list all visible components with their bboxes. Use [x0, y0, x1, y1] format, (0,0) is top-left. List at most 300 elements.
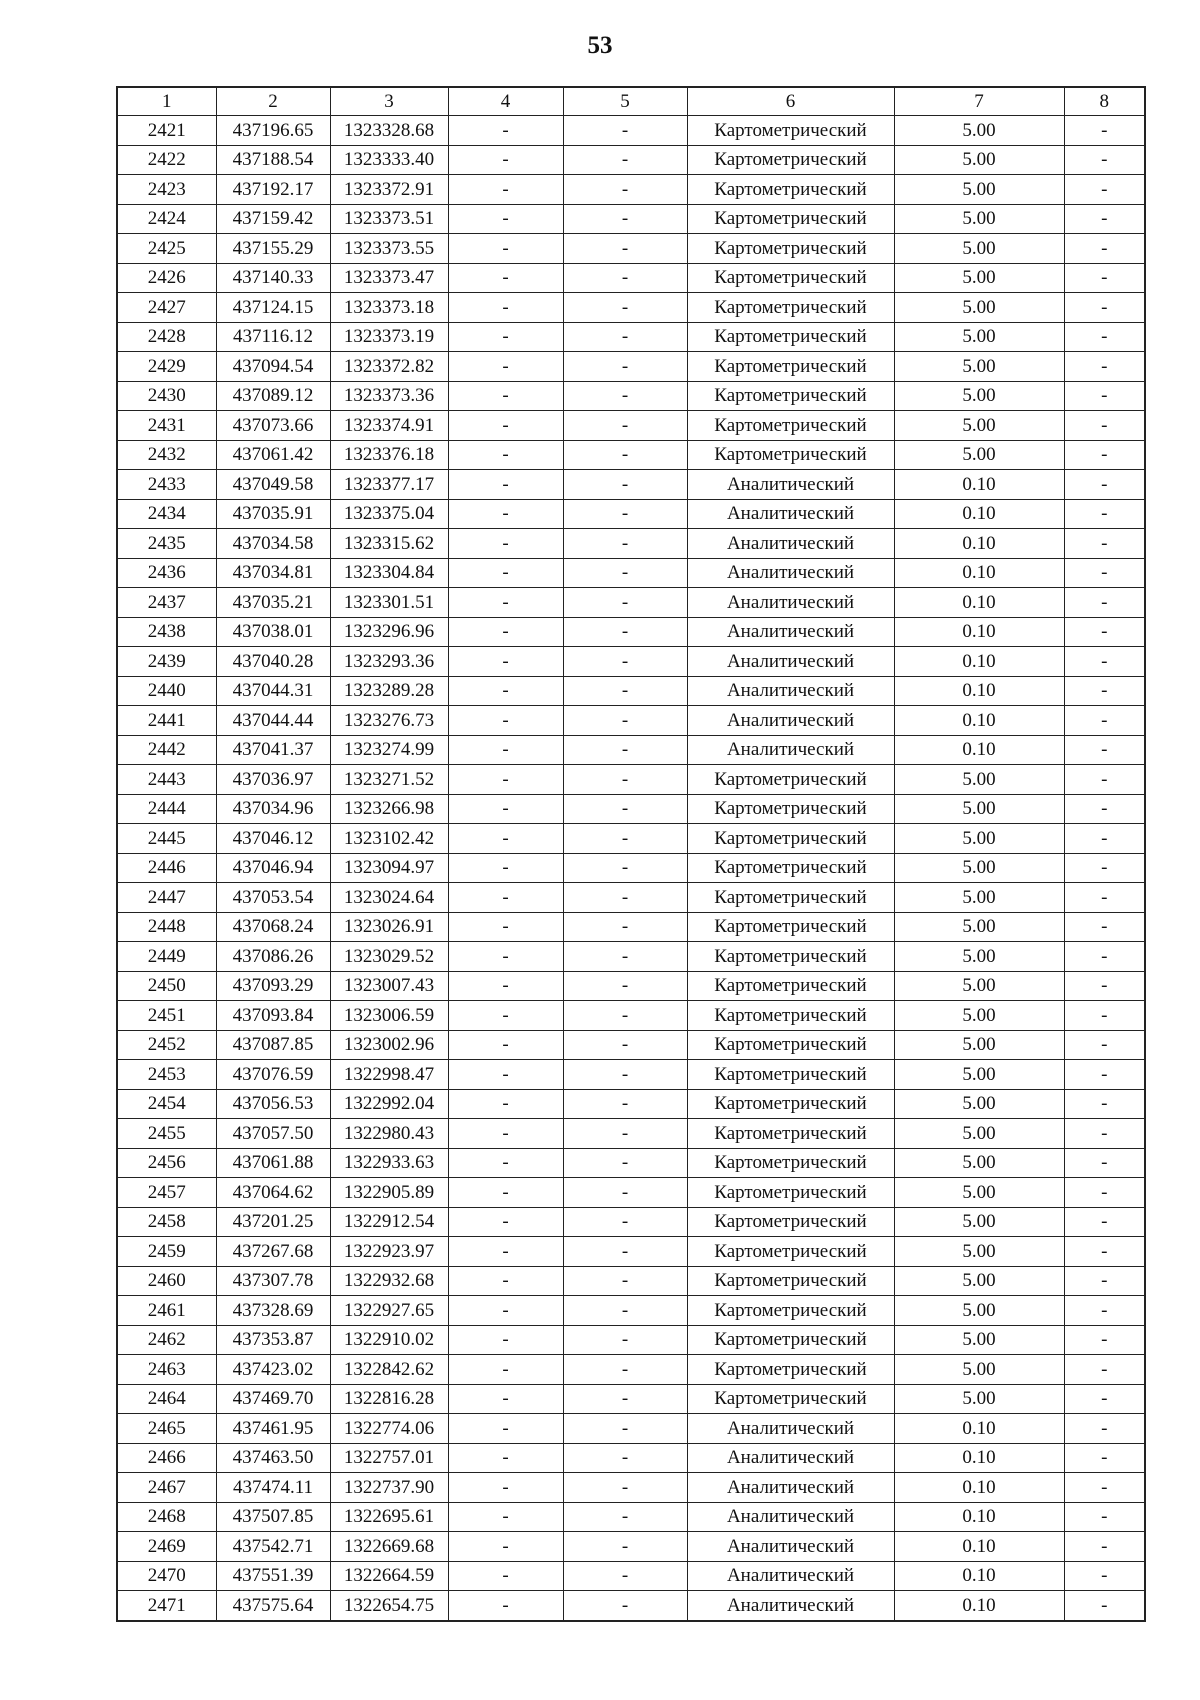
page-number: 53 — [587, 32, 613, 59]
table-row — [117, 1089, 1145, 1119]
table-row — [117, 499, 1145, 529]
table-cell: - — [563, 1207, 687, 1237]
table-cell: - — [563, 352, 687, 382]
table-cell: Картометрический — [687, 440, 894, 470]
table-cell: - — [1064, 293, 1145, 323]
table-row — [117, 794, 1145, 824]
table-cell: - — [1064, 1237, 1145, 1267]
table-cell: 437068.24 — [216, 912, 330, 942]
table-cell: 437053.54 — [216, 883, 330, 913]
table-cell: - — [448, 1384, 563, 1414]
table-cell: - — [563, 883, 687, 913]
table-cell: 2467 — [117, 1473, 216, 1503]
table-cell: - — [1064, 234, 1145, 264]
table-cell: Картометрический — [687, 145, 894, 175]
table-cell: - — [448, 1030, 563, 1060]
table-cell: 5.00 — [894, 440, 1064, 470]
table-cell: 2468 — [117, 1502, 216, 1532]
table-cell: 2425 — [117, 234, 216, 264]
table-header-row — [117, 87, 1145, 116]
table-cell: 1322816.28 — [330, 1384, 448, 1414]
table-cell: - — [563, 1030, 687, 1060]
table-cell: 2426 — [117, 263, 216, 293]
coordinates-table — [116, 86, 1146, 1622]
table-cell: Аналитический — [687, 1443, 894, 1473]
table-cell: 1323315.62 — [330, 529, 448, 559]
table-cell: - — [448, 942, 563, 972]
table-cell: Картометрический — [687, 1148, 894, 1178]
table-cell: 437064.62 — [216, 1178, 330, 1208]
table-cell: 1323301.51 — [330, 588, 448, 618]
table-cell: 0.10 — [894, 1591, 1064, 1621]
table-cell: 2430 — [117, 381, 216, 411]
table-cell: Картометрический — [687, 381, 894, 411]
table-cell: 1323102.42 — [330, 824, 448, 854]
table-cell: Картометрический — [687, 352, 894, 382]
table-cell: 2428 — [117, 322, 216, 352]
table-cell: - — [563, 470, 687, 500]
table-cell: 437155.29 — [216, 234, 330, 264]
table-cell: - — [448, 1089, 563, 1119]
table-cell: 437086.26 — [216, 942, 330, 972]
table-cell: 5.00 — [894, 234, 1064, 264]
table-cell: - — [448, 145, 563, 175]
table-cell: 1323296.96 — [330, 617, 448, 647]
table-cell: - — [563, 1266, 687, 1296]
table-cell: 2439 — [117, 647, 216, 677]
table-row — [117, 853, 1145, 883]
table-cell: - — [563, 676, 687, 706]
table-cell: 437049.58 — [216, 470, 330, 500]
table-cell: 2450 — [117, 971, 216, 1001]
table-cell: 1323373.19 — [330, 322, 448, 352]
table-cell: - — [448, 1178, 563, 1208]
table-cell: Картометрический — [687, 1089, 894, 1119]
table-cell: 5.00 — [894, 912, 1064, 942]
table-cell: - — [563, 145, 687, 175]
table-cell: 0.10 — [894, 706, 1064, 736]
table-cell: 5.00 — [894, 1089, 1064, 1119]
table-cell: 437328.69 — [216, 1296, 330, 1326]
table-cell: 2448 — [117, 912, 216, 942]
table-cell: 437035.21 — [216, 588, 330, 618]
table-cell: 2464 — [117, 1384, 216, 1414]
table-cell: Аналитический — [687, 499, 894, 529]
table-row — [117, 175, 1145, 205]
table-cell: 437076.59 — [216, 1060, 330, 1090]
table-cell: Картометрический — [687, 1030, 894, 1060]
table-cell: 1323373.18 — [330, 293, 448, 323]
table-cell: - — [1064, 1207, 1145, 1237]
table-cell: 5.00 — [894, 1237, 1064, 1267]
table-cell: 2427 — [117, 293, 216, 323]
table-cell: - — [1064, 1296, 1145, 1326]
table-cell: 5.00 — [894, 1119, 1064, 1149]
table-cell: - — [1064, 499, 1145, 529]
table-cell: Картометрический — [687, 853, 894, 883]
column-header: 5 — [563, 87, 687, 116]
table-cell: - — [448, 794, 563, 824]
table-cell: 5.00 — [894, 1030, 1064, 1060]
table-cell: - — [1064, 853, 1145, 883]
table-cell: - — [563, 440, 687, 470]
table-row — [117, 1237, 1145, 1267]
table-cell: 5.00 — [894, 971, 1064, 1001]
table-row — [117, 883, 1145, 913]
table-row — [117, 381, 1145, 411]
table-cell: - — [563, 1561, 687, 1591]
table-cell: 1322654.75 — [330, 1591, 448, 1621]
table-cell: 437034.81 — [216, 558, 330, 588]
table-cell: 437073.66 — [216, 411, 330, 441]
table-cell: - — [448, 647, 563, 677]
table-cell: 437093.84 — [216, 1001, 330, 1031]
table-cell: 2431 — [117, 411, 216, 441]
table-cell: 437035.91 — [216, 499, 330, 529]
table-cell: - — [1064, 1148, 1145, 1178]
table-cell: 1322992.04 — [330, 1089, 448, 1119]
table-cell: 0.10 — [894, 470, 1064, 500]
table-cell: 437474.11 — [216, 1473, 330, 1503]
column-header: 4 — [448, 87, 563, 116]
table-cell: Аналитический — [687, 1591, 894, 1621]
table-cell: Картометрический — [687, 234, 894, 264]
table-cell: 1323006.59 — [330, 1001, 448, 1031]
table-cell: 2434 — [117, 499, 216, 529]
table-cell: 5.00 — [894, 175, 1064, 205]
table-cell: 2421 — [117, 116, 216, 146]
table-cell: - — [563, 942, 687, 972]
table-cell: 2463 — [117, 1355, 216, 1385]
table-row — [117, 145, 1145, 175]
table-cell: 2457 — [117, 1178, 216, 1208]
table-cell: - — [1064, 381, 1145, 411]
table-cell: 1323374.91 — [330, 411, 448, 441]
table-cell: - — [1064, 794, 1145, 824]
table-cell: 437423.02 — [216, 1355, 330, 1385]
table-cell: - — [563, 116, 687, 146]
table-cell: - — [448, 853, 563, 883]
table-cell: - — [448, 293, 563, 323]
table-cell: 5.00 — [894, 1296, 1064, 1326]
table-cell: 437507.85 — [216, 1502, 330, 1532]
table-cell: - — [563, 647, 687, 677]
table-cell: 5.00 — [894, 824, 1064, 854]
table-cell: 2443 — [117, 765, 216, 795]
table-row — [117, 1591, 1145, 1621]
table-row — [117, 1060, 1145, 1090]
table-cell: 2433 — [117, 470, 216, 500]
table-cell: 437044.44 — [216, 706, 330, 736]
table-cell: - — [563, 175, 687, 205]
table-cell: 1323377.17 — [330, 470, 448, 500]
table-row — [117, 440, 1145, 470]
table-cell: - — [448, 883, 563, 913]
table-cell: - — [448, 765, 563, 795]
table-cell: 0.10 — [894, 1443, 1064, 1473]
table-row — [117, 1148, 1145, 1178]
table-cell: 0.10 — [894, 676, 1064, 706]
table-cell: - — [563, 1443, 687, 1473]
table-cell: - — [448, 1060, 563, 1090]
table-row — [117, 1384, 1145, 1414]
table-cell: - — [563, 1148, 687, 1178]
table-cell: 1323289.28 — [330, 676, 448, 706]
table-cell: 437061.42 — [216, 440, 330, 470]
table-cell: - — [1064, 352, 1145, 382]
table-cell: Аналитический — [687, 676, 894, 706]
column-header: 1 — [117, 87, 216, 116]
table-cell: 437196.65 — [216, 116, 330, 146]
table-cell: 1323304.84 — [330, 558, 448, 588]
table-cell: - — [448, 1355, 563, 1385]
table-row — [117, 116, 1145, 146]
table-row — [117, 647, 1145, 677]
table-cell: 1322905.89 — [330, 1178, 448, 1208]
table-cell: 437542.71 — [216, 1532, 330, 1562]
table-cell: 5.00 — [894, 1178, 1064, 1208]
table-cell: - — [563, 263, 687, 293]
table-cell: 0.10 — [894, 1561, 1064, 1591]
table-cell: Картометрический — [687, 1296, 894, 1326]
table-row — [117, 1561, 1145, 1591]
table-cell: - — [1064, 647, 1145, 677]
table-cell: 437034.58 — [216, 529, 330, 559]
table-cell: - — [1064, 411, 1145, 441]
table-cell: - — [563, 706, 687, 736]
table-cell: - — [1064, 1502, 1145, 1532]
table-row — [117, 1325, 1145, 1355]
table-cell: - — [563, 1591, 687, 1621]
table-cell: 2438 — [117, 617, 216, 647]
table-cell: 1323026.91 — [330, 912, 448, 942]
table-cell: - — [448, 499, 563, 529]
table-cell: Аналитический — [687, 617, 894, 647]
table-cell: 1322774.06 — [330, 1414, 448, 1444]
table-row — [117, 1178, 1145, 1208]
table-cell: 1323024.64 — [330, 883, 448, 913]
table-cell: - — [563, 1355, 687, 1385]
table-cell: 1322842.62 — [330, 1355, 448, 1385]
table-cell: - — [448, 204, 563, 234]
table-row — [117, 1443, 1145, 1473]
table-cell: - — [1064, 824, 1145, 854]
table-cell: 1322927.65 — [330, 1296, 448, 1326]
table-row — [117, 706, 1145, 736]
table-cell: - — [1064, 116, 1145, 146]
table-cell: 1323007.43 — [330, 971, 448, 1001]
table-cell: 5.00 — [894, 1148, 1064, 1178]
table-row — [117, 293, 1145, 323]
table-cell: - — [1064, 912, 1145, 942]
table-row — [117, 1266, 1145, 1296]
table-cell: 437192.17 — [216, 175, 330, 205]
table-cell: 1323333.40 — [330, 145, 448, 175]
table-cell: 1323271.52 — [330, 765, 448, 795]
table-cell: - — [563, 204, 687, 234]
table-cell: Аналитический — [687, 647, 894, 677]
table-cell: 2459 — [117, 1237, 216, 1267]
table-cell: Аналитический — [687, 529, 894, 559]
table-row — [117, 263, 1145, 293]
table-cell: - — [448, 263, 563, 293]
table-cell: - — [563, 824, 687, 854]
table-cell: - — [448, 470, 563, 500]
table-cell: 2440 — [117, 676, 216, 706]
table-cell: Картометрический — [687, 765, 894, 795]
table-cell: Картометрический — [687, 1237, 894, 1267]
table-cell: Картометрический — [687, 942, 894, 972]
table-cell: Картометрический — [687, 1178, 894, 1208]
table-cell: 2460 — [117, 1266, 216, 1296]
table-cell: - — [448, 824, 563, 854]
table-cell: 5.00 — [894, 116, 1064, 146]
table-cell: - — [448, 1473, 563, 1503]
table-cell: Картометрический — [687, 1119, 894, 1149]
table-cell: 2441 — [117, 706, 216, 736]
table-cell: 5.00 — [894, 204, 1064, 234]
table-cell: - — [1064, 588, 1145, 618]
table-cell: - — [1064, 1355, 1145, 1385]
table-cell: 5.00 — [894, 381, 1064, 411]
table-cell: - — [563, 1473, 687, 1503]
table-cell: 2432 — [117, 440, 216, 470]
table-cell: Картометрический — [687, 824, 894, 854]
table-cell: 2442 — [117, 735, 216, 765]
table-cell: 0.10 — [894, 735, 1064, 765]
table-cell: 1322932.68 — [330, 1266, 448, 1296]
table-cell: 2453 — [117, 1060, 216, 1090]
table-cell: 1323002.96 — [330, 1030, 448, 1060]
table-cell: 437057.50 — [216, 1119, 330, 1149]
table-row — [117, 617, 1145, 647]
table-cell: Картометрический — [687, 322, 894, 352]
table-cell: 2470 — [117, 1561, 216, 1591]
table-cell: - — [1064, 1532, 1145, 1562]
table-cell: Картометрический — [687, 912, 894, 942]
table-cell: 1323276.73 — [330, 706, 448, 736]
table-cell: - — [563, 1296, 687, 1326]
table-cell: - — [448, 735, 563, 765]
table-cell: 5.00 — [894, 322, 1064, 352]
table-cell: 437087.85 — [216, 1030, 330, 1060]
table-cell: 1322933.63 — [330, 1148, 448, 1178]
table-cell: 0.10 — [894, 1414, 1064, 1444]
table-cell: 437469.70 — [216, 1384, 330, 1414]
table-cell: 1323372.91 — [330, 175, 448, 205]
table-cell: 0.10 — [894, 1532, 1064, 1562]
table-cell: 437056.53 — [216, 1089, 330, 1119]
table-cell: - — [1064, 263, 1145, 293]
table-cell: - — [1064, 175, 1145, 205]
table-cell: - — [1064, 322, 1145, 352]
table-cell: - — [563, 381, 687, 411]
table-cell: - — [563, 853, 687, 883]
table-cell: 2424 — [117, 204, 216, 234]
table-cell: 2444 — [117, 794, 216, 824]
table-cell: - — [448, 1561, 563, 1591]
table-cell: - — [448, 116, 563, 146]
table-cell: - — [448, 411, 563, 441]
table-body — [117, 116, 1145, 1621]
table-cell: 2469 — [117, 1532, 216, 1562]
table-cell: Картометрический — [687, 1355, 894, 1385]
table-row — [117, 470, 1145, 500]
table-cell: - — [563, 1384, 687, 1414]
table-cell: - — [1064, 971, 1145, 1001]
table-cell: Аналитический — [687, 1473, 894, 1503]
table-cell: 437036.97 — [216, 765, 330, 795]
table-cell: 1322669.68 — [330, 1532, 448, 1562]
table-cell: - — [448, 912, 563, 942]
table-row — [117, 1473, 1145, 1503]
table-cell: Картометрический — [687, 1384, 894, 1414]
table-cell: 437551.39 — [216, 1561, 330, 1591]
table-cell: 437044.31 — [216, 676, 330, 706]
table-cell: 1323029.52 — [330, 942, 448, 972]
table-cell: - — [448, 1296, 563, 1326]
table-cell: 1323372.82 — [330, 352, 448, 382]
table-cell: 437046.12 — [216, 824, 330, 854]
table-cell: 437463.50 — [216, 1443, 330, 1473]
table-cell: 5.00 — [894, 263, 1064, 293]
table-cell: - — [563, 765, 687, 795]
table-cell: - — [563, 1060, 687, 1090]
table-cell: 5.00 — [894, 1207, 1064, 1237]
table-cell: - — [1064, 676, 1145, 706]
table-cell: - — [1064, 145, 1145, 175]
table-row — [117, 588, 1145, 618]
table-cell: 437094.54 — [216, 352, 330, 382]
table-row — [117, 1355, 1145, 1385]
table-cell: 437140.33 — [216, 263, 330, 293]
table-cell: 437046.94 — [216, 853, 330, 883]
table-cell: - — [448, 676, 563, 706]
table-cell: - — [448, 1532, 563, 1562]
table-row — [117, 735, 1145, 765]
table-cell: - — [1064, 204, 1145, 234]
table-cell: 1322912.54 — [330, 1207, 448, 1237]
table-cell: - — [563, 1325, 687, 1355]
table-cell: Картометрический — [687, 293, 894, 323]
table-row — [117, 1414, 1145, 1444]
table-cell: Аналитический — [687, 558, 894, 588]
table-cell: - — [448, 440, 563, 470]
table-cell: 2451 — [117, 1001, 216, 1031]
table-cell: - — [1064, 1266, 1145, 1296]
table-cell: - — [1064, 1443, 1145, 1473]
table-cell: Картометрический — [687, 204, 894, 234]
table-cell: 5.00 — [894, 352, 1064, 382]
table-cell: - — [563, 617, 687, 647]
table-cell: 1322980.43 — [330, 1119, 448, 1149]
table-cell: 0.10 — [894, 617, 1064, 647]
table-cell: Картометрический — [687, 1001, 894, 1031]
table-cell: - — [1064, 1384, 1145, 1414]
table-cell: 0.10 — [894, 558, 1064, 588]
table-row — [117, 765, 1145, 795]
table-cell: - — [563, 1178, 687, 1208]
table-cell: 2422 — [117, 145, 216, 175]
table-cell: 2435 — [117, 529, 216, 559]
table-cell: - — [1064, 1591, 1145, 1621]
table-cell: - — [563, 735, 687, 765]
column-header: 6 — [687, 87, 894, 116]
table-cell: 437124.15 — [216, 293, 330, 323]
table-cell: 2471 — [117, 1591, 216, 1621]
table-cell: 437575.64 — [216, 1591, 330, 1621]
table-row — [117, 1296, 1145, 1326]
